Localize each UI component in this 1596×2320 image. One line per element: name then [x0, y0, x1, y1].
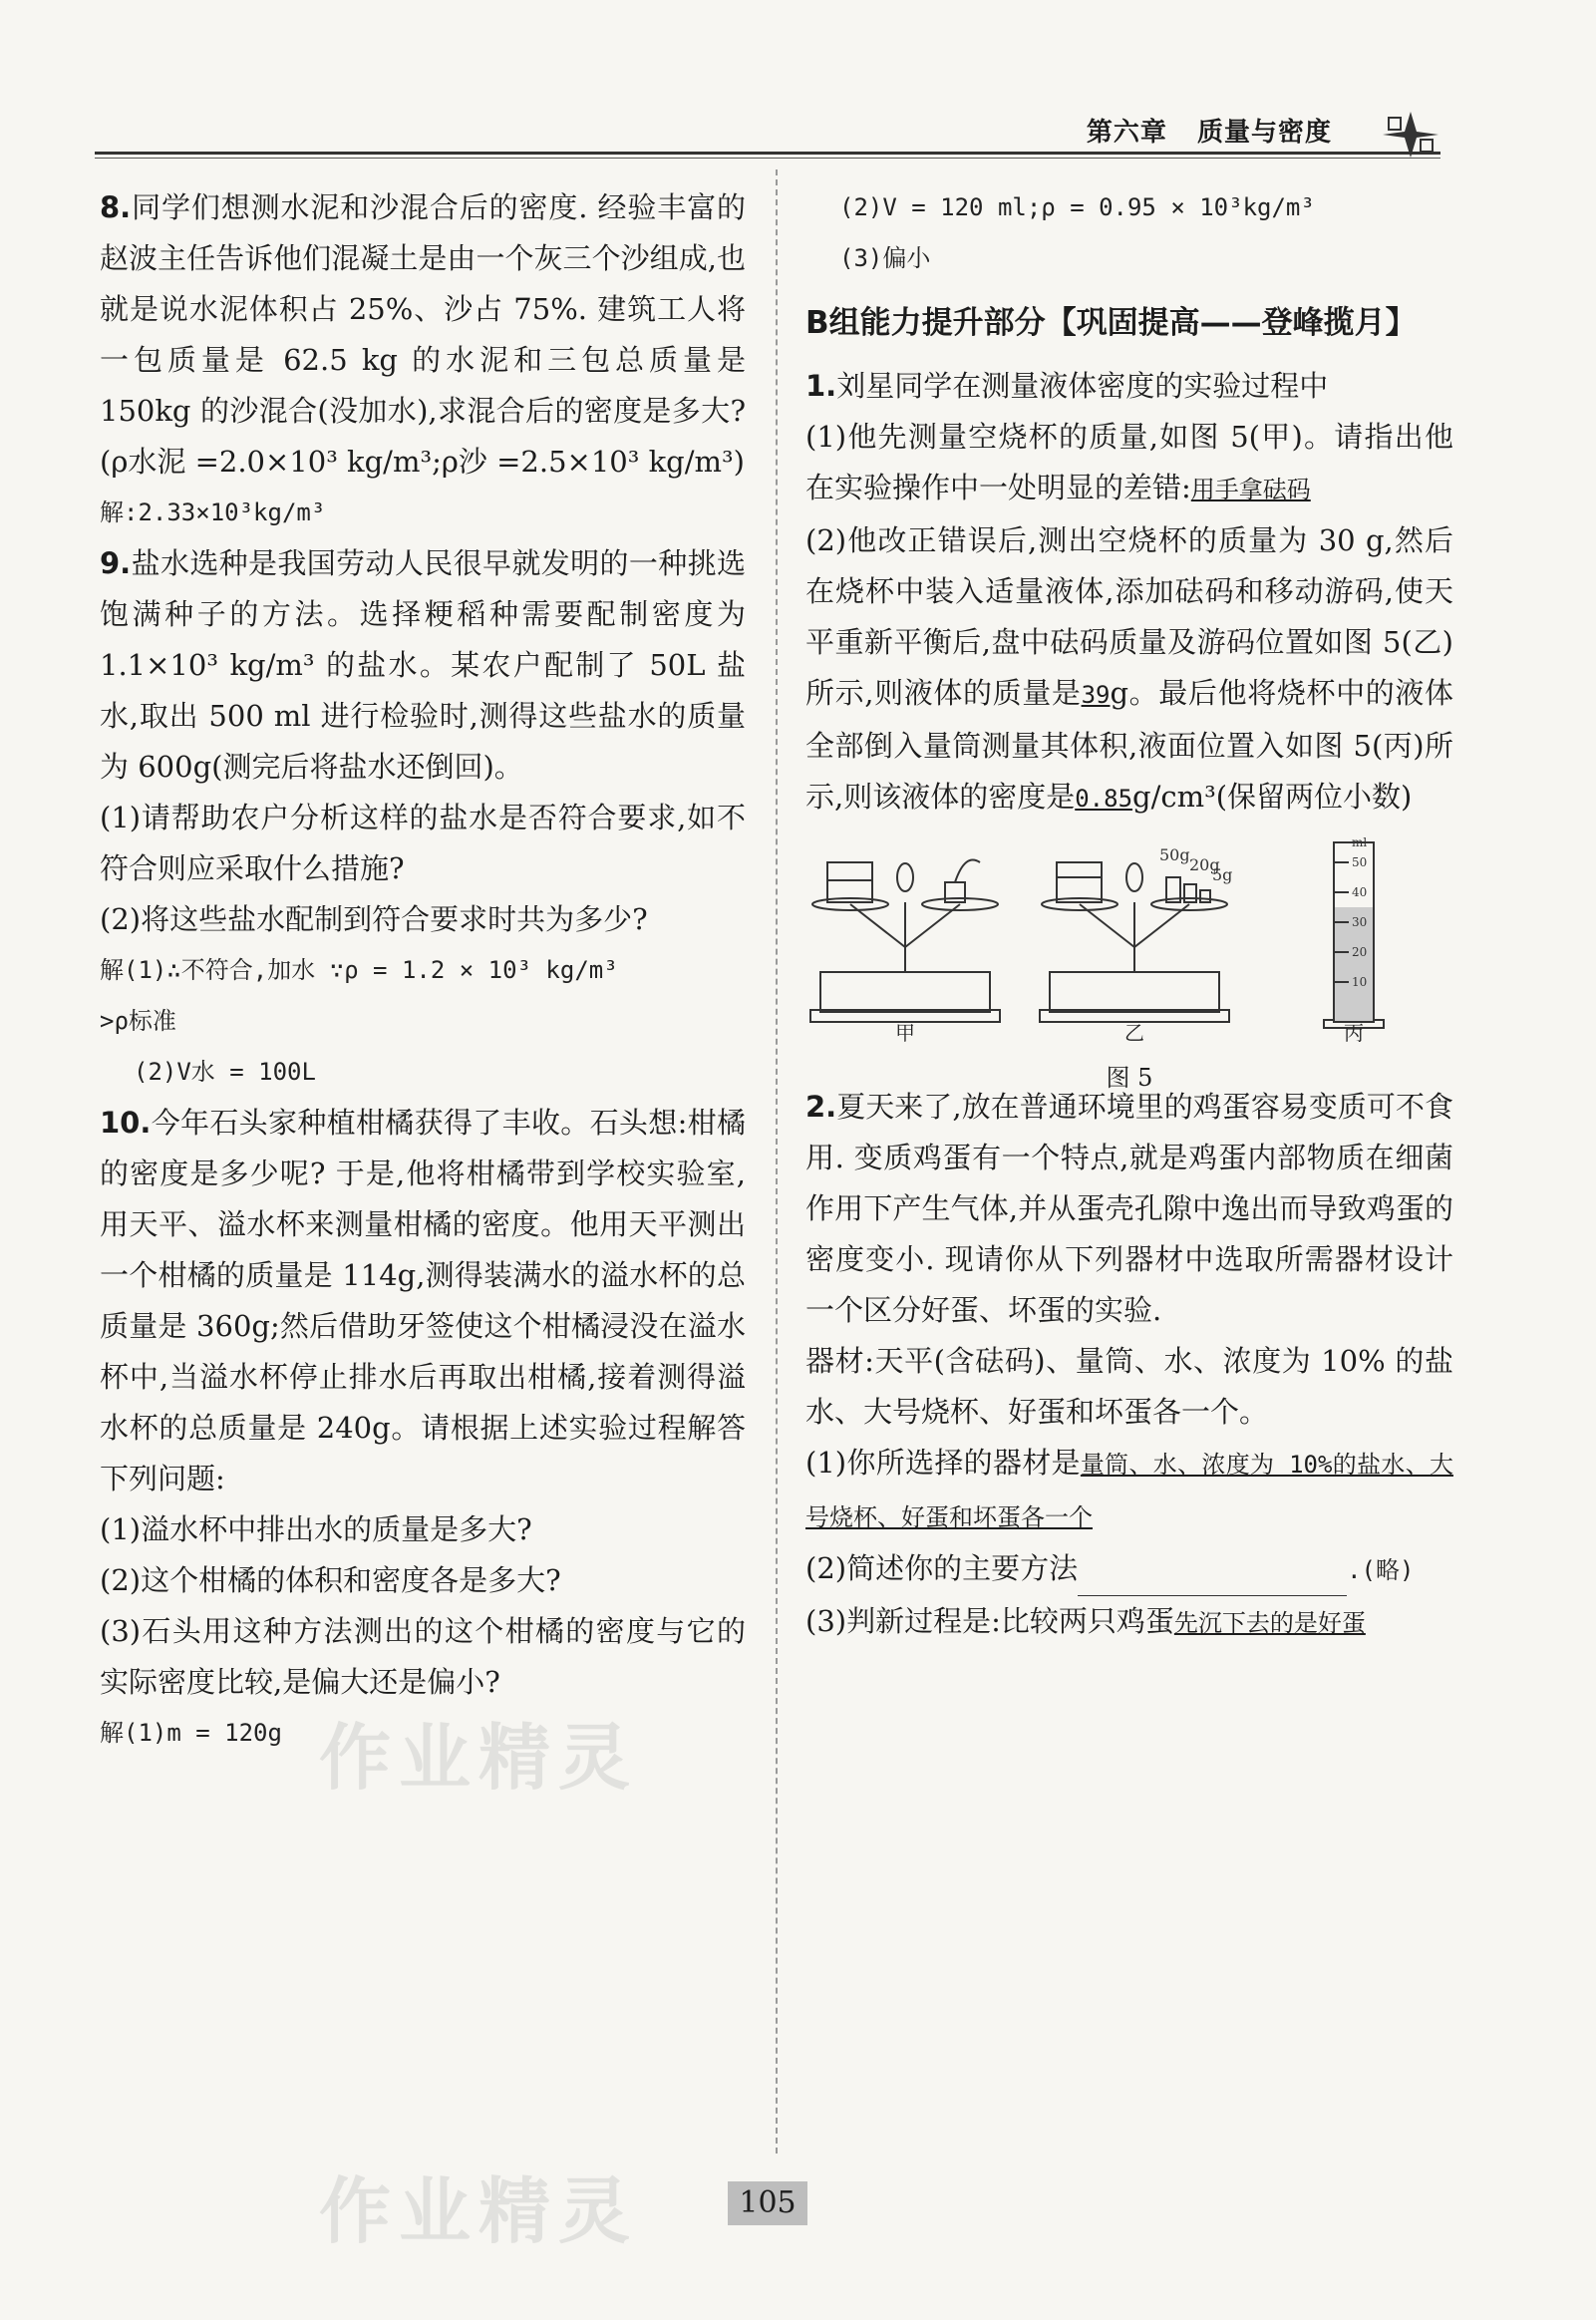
- weight-label: 5g: [1212, 865, 1233, 884]
- figure-5: [805, 832, 1453, 1092]
- answer-handwritten: (2)V水 = 100L: [134, 1058, 316, 1086]
- question-b1: [805, 361, 1453, 825]
- sub-question-2: (2)他改正错误后,测出空烧杯的质量为 30 g,然后在烧杯中装入适量液体,添加砝码和移动游码,使天平重新平衡后,盘中砝码质量及游码位置如图 5(乙)所示,则液体的质量是: [805, 523, 1453, 710]
- sub-question-1: (1)溢水杯中排出水的质量是多大?: [100, 1512, 532, 1546]
- weight-label: 20g: [1189, 855, 1220, 874]
- section-heading: B组能力提升部分【巩固提高——登峰揽月】: [805, 305, 1417, 341]
- watermark: 作业精灵: [319, 2169, 639, 2253]
- balance-figure: [805, 832, 1404, 1042]
- answer-handwritten: 解(1)∴不符合,加水 ∵ρ = 1.2 × 10³ kg/m³: [100, 956, 618, 984]
- question-text: 今年石头家种植柑橘获得了丰收。石头想:柑橘的密度是多少呢? 于是,他将柑橘带到学校实验室,用天平、溢水杯来测量柑橘的密度。他用天平测出一个柑橘的质量是 114g,测得装满水的溢水杯的总质量是 360g;然后借助牙签使这个柑橘浸没在溢水杯中,当溢水杯停止排水后再取出柑橘,接着测得溢水杯的总质量是 240g。请根据上述实验过程解答下列问题:: [100, 1106, 746, 1495]
- figure-label-jia: 甲: [895, 1021, 915, 1042]
- right-column: [805, 182, 1453, 1649]
- chapter-title: 质量与密度: [1196, 118, 1332, 148]
- question-10: [100, 1098, 746, 1759]
- question-9: [100, 538, 746, 1098]
- figure-caption: 图 5: [1106, 1064, 1153, 1092]
- sub-question-2: (2)简述你的主要方法: [805, 1551, 1079, 1585]
- cylinder-tick: 30: [1352, 915, 1368, 929]
- question-text: 盐水选种是我国劳动人民很早就发明的一种挑选饱满种子的方法。选择粳稻种需要配制密度为 1.1×10³ kg/m³ 的盐水。某农户配制了 50L 盐水,取出 500 ml 进行检验时,测得这些盐水的质量为 600g(测完后将盐水还倒回)。: [100, 546, 746, 784]
- answer-handwritten: (3)偏小: [839, 244, 931, 272]
- answer-handwritten: (2)V = 120 ml;ρ = 0.95 × 10³kg/m³: [839, 193, 1315, 221]
- filled-answer: 0.85: [1075, 785, 1133, 813]
- header-rule-thin: [95, 158, 1440, 159]
- watermark: 作业精灵: [319, 1716, 639, 1800]
- filled-answer: 用手拿砝码: [1190, 476, 1311, 503]
- filled-answer: 39: [1081, 681, 1111, 709]
- filled-answer: 先沉下去的是好蛋: [1173, 1609, 1366, 1637]
- sub-question-3: (3)判新过程是:比较两只鸡蛋: [805, 1604, 1174, 1638]
- sub-question-1: (1)请帮助农户分析这样的盐水是否符合要求,如不符合则应采取什么措施?: [100, 801, 746, 885]
- question-number: 10.: [100, 1106, 152, 1140]
- balance-jia: [810, 860, 1000, 1023]
- answer-blank: [1078, 1569, 1347, 1596]
- chapter-number: 第六章: [1086, 118, 1167, 148]
- question-number: 1.: [805, 369, 837, 403]
- filled-answer: 量筒、水、浓度为 10%的盐水、大号烧杯、好蛋和坏蛋各一个: [805, 1451, 1453, 1531]
- sub-question-2: (2)将这些盐水配制到符合要求时共为多少?: [100, 902, 648, 936]
- weight-label: 50g: [1159, 845, 1190, 864]
- question-text: 夏天来了,放在普通环境里的鸡蛋容易变质可不食用. 变质鸡蛋有一个特点,就是鸡蛋内部物质在细菌作用下产生气体,并从蛋壳孔隙中逸出而导致鸡蛋的密度变小. 现请你从下列器材中选取所需器材设计一个区分好蛋、坏蛋的实验.: [805, 1090, 1453, 1327]
- sub-question-1: (1)你所选择的器材是: [805, 1446, 1081, 1480]
- header-rule: [95, 152, 1440, 155]
- balance-yi: [1040, 862, 1229, 1022]
- answer-handwritten: 解:2.33×10³kg/m³: [100, 498, 326, 526]
- cylinder-tick: 20: [1352, 945, 1368, 959]
- answer-handwritten: >ρ标准: [100, 1007, 176, 1035]
- materials-list: 器材:天平(含砝码)、量筒、水、浓度为 10% 的盐水、大号烧杯、好蛋和坏蛋各一个。: [805, 1344, 1453, 1429]
- graduated-cylinder: [1324, 842, 1384, 1028]
- question-number: 2.: [805, 1090, 837, 1124]
- sub-question-1: (1)他先测量空烧杯的质量,如图 5(甲)。请指出他在实验操作中一处明显的差错:: [805, 420, 1453, 504]
- sub-question-2-cont: g。最后他将烧杯中的液体全部倒入量筒测量其体积,液面位置入如图 5(丙)所示,则该液体的密度是: [805, 676, 1453, 814]
- figure-label-yi: 乙: [1124, 1021, 1144, 1042]
- cylinder-tick: 10: [1352, 975, 1368, 989]
- sub-question-2-end: g/cm³(保留两位小数): [1132, 780, 1413, 814]
- chapter-header: [1087, 112, 1332, 149]
- answer-handwritten: 解(1)m = 120g: [100, 1719, 282, 1747]
- question-text: 刘星同学在测量液体密度的实验过程中: [836, 369, 1329, 403]
- sub-question-3: (3)石头用这种方法测出的这个柑橘的密度与它的实际密度比较,是偏大还是偏小?: [100, 1614, 746, 1699]
- figure-label-bing: 丙: [1344, 1021, 1364, 1042]
- question-b2: [805, 1082, 1453, 1649]
- page-number: 105: [728, 2181, 807, 2225]
- question-number: 9.: [100, 546, 132, 580]
- question-8: [100, 182, 746, 538]
- sub-question-2: (2)这个柑橘的体积和密度各是多大?: [100, 1563, 561, 1597]
- cylinder-tick: 50: [1352, 855, 1368, 869]
- question-text: 同学们想测水泥和沙混合后的密度. 经验丰富的赵波主任告诉他们混凝土是由一个灰三个沙组成,也就是说水泥体积占 25%、沙占 75%. 建筑工人将一包质量是 62.5 kg 的水泥和三包总质量是 150kg 的沙混合(没加水),求混合后的密度是多大? (ρ水泥 =2.0×10³ kg/m³;ρ沙 =2.5×10³ kg/m³): [100, 190, 746, 479]
- left-column: [100, 182, 746, 1759]
- question-number: 8.: [100, 190, 132, 224]
- cylinder-unit: ml: [1352, 835, 1368, 849]
- filled-answer: .(略): [1347, 1556, 1415, 1584]
- cylinder-tick: 40: [1352, 885, 1368, 899]
- column-divider: [776, 169, 778, 2154]
